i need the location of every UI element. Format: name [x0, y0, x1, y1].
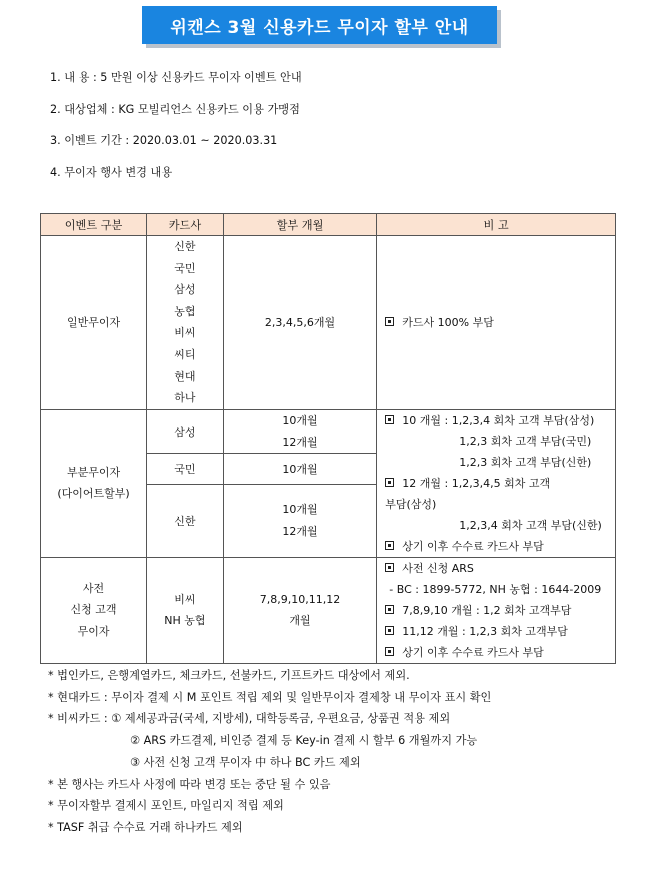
note-text: 상기 이후 수수료 카드사 부담: [402, 645, 544, 659]
bullet-box-icon: [385, 541, 394, 550]
footnote-item: * 법인카드, 은행계열카드, 체크카드, 선불카드, 기프트카드 대상에서 제외.: [48, 669, 410, 682]
info-item: 3. 이벤트 기간 : 2020.03.01 ~ 2020.03.31: [50, 134, 278, 147]
footnote-item: * 본 행사는 카드사 사정에 따라 변경 또는 중단 될 수 있음: [48, 777, 331, 791]
footnote-item: ③ 사전 신청 고객 무이자 中 하나 BC 카드 제외: [130, 755, 361, 769]
card-name: 비씨: [174, 326, 196, 340]
partial-card: 삼성: [147, 409, 224, 454]
card-name: 비씨: [174, 592, 196, 606]
table-row: [41, 409, 616, 454]
card-name: 하나: [174, 391, 196, 405]
event-info-list: [50, 68, 302, 194]
note-text: 상기 이후 수수료 카드사 부담: [402, 539, 544, 553]
card-name: 신한: [174, 240, 196, 253]
page-title-banner: [142, 6, 497, 44]
card-name: 국민: [174, 261, 196, 275]
bullet-box-icon: [385, 478, 394, 487]
bullet-box-icon: [385, 647, 394, 656]
category-line: 신청 고객: [70, 603, 117, 617]
category-line: (다이어트할부): [57, 487, 130, 501]
advance-cards: [147, 557, 224, 663]
bullet-box-icon: [385, 317, 394, 326]
table-header-row: [41, 214, 616, 236]
bullet-box-icon: [385, 563, 394, 572]
note-text: 1,2,3 회차 고객 부담(신한): [459, 455, 592, 469]
card-name: NH 농협: [164, 614, 206, 628]
month-value: 12개월: [282, 435, 318, 449]
bullet-box-icon: [385, 605, 394, 614]
footnote-item: * 현대카드 : 무이자 결제 시 M 포인트 적립 제외 및 일반무이자 결제창 내 무이자 표시 확인: [48, 690, 492, 704]
bullet-box-icon: [385, 415, 394, 424]
partial-card: 국민: [147, 454, 224, 484]
footnote-list: [48, 665, 491, 839]
info-item: 1. 내 용 : 5 만원 이상 신용카드 무이자 이벤트 안내: [50, 71, 302, 84]
footnote-item: ② ARS 카드결제, 비인증 결제 등 Key-in 결제 시 할부 6 개월까지 가능: [130, 734, 478, 748]
note-text: 11,12 개월 : 1,2,3 회차 고객부담: [402, 624, 568, 638]
month-value: 10개월: [282, 503, 318, 517]
header-notes: 비 고: [377, 214, 616, 236]
general-cards: [147, 236, 224, 410]
footnote-item: * 무이자할부 결제시 포인트, 마일리지 적립 제외: [48, 799, 284, 813]
note-text: 부담(삼성): [385, 497, 437, 511]
note-text: 7,8,9,10 개월 : 1,2 회차 고객부담: [402, 603, 572, 617]
note-text: - BC : 1899-5772, NH 농협 : 1644-2009: [389, 582, 602, 596]
card-name: 농협: [174, 304, 196, 318]
partial-months: [223, 484, 376, 557]
note-text: 12 개월 : 1,2,3,4,5 회차 고객: [402, 476, 551, 490]
partial-months: 10개월: [223, 454, 376, 484]
info-item: 4. 무이자 행사 변경 내용: [50, 165, 173, 179]
table-row: [41, 557, 616, 663]
card-name: 삼성: [174, 283, 196, 297]
note-text: 카드사 100% 부담: [402, 315, 494, 329]
category-line: 사전: [82, 581, 105, 595]
table-row: [41, 236, 616, 410]
category-line: 무이자: [77, 625, 110, 639]
note-text: 사전 신청 ARS: [402, 561, 474, 575]
footnote-item: * 비씨카드 : ① 제세공과금(국세, 지방세), 대학등록금, 우편요금, 상품권 적용 제외: [48, 712, 451, 726]
header-months: 할부 개월: [223, 214, 376, 236]
header-category: 이벤트 구분: [41, 214, 147, 236]
category-line: 부분무이자: [66, 466, 121, 480]
advance-months: [223, 557, 376, 663]
footnote-item: * TASF 취급 수수료 거래 하나카드 제외: [48, 820, 243, 834]
header-card: 카드사: [147, 214, 224, 236]
general-months: 2,3,4,5,6개월: [223, 236, 376, 410]
card-name: 현대: [174, 369, 196, 383]
month-value: 개월: [289, 614, 311, 628]
partial-notes: [377, 409, 616, 557]
card-name: 씨티: [174, 347, 196, 361]
note-text: 1,2,3,4 회차 고객 부담(신한): [459, 518, 602, 532]
partial-months: [223, 409, 376, 454]
partial-card: 신한: [147, 484, 224, 557]
month-value: 10개월: [282, 414, 318, 428]
note-text: 1,2,3 회차 고객 부담(국민): [459, 434, 592, 448]
advance-category: [41, 557, 147, 663]
advance-notes: [377, 557, 616, 663]
note-text: 10 개월 : 1,2,3,4 회차 고객 부담(삼성): [402, 413, 595, 427]
general-note: [377, 236, 616, 410]
page-title: 위캔스 3월 신용카드 무이자 할부 안내: [170, 17, 469, 38]
info-item: 2. 대상업체 : KG 모빌리언스 신용카드 이용 가맹점: [50, 102, 300, 116]
month-value: 7,8,9,10,11,12: [259, 592, 341, 606]
event-table: [40, 213, 616, 664]
month-value: 12개월: [282, 524, 318, 538]
general-category: 일반무이자: [41, 236, 147, 410]
partial-category: [41, 409, 147, 557]
bullet-box-icon: [385, 626, 394, 635]
